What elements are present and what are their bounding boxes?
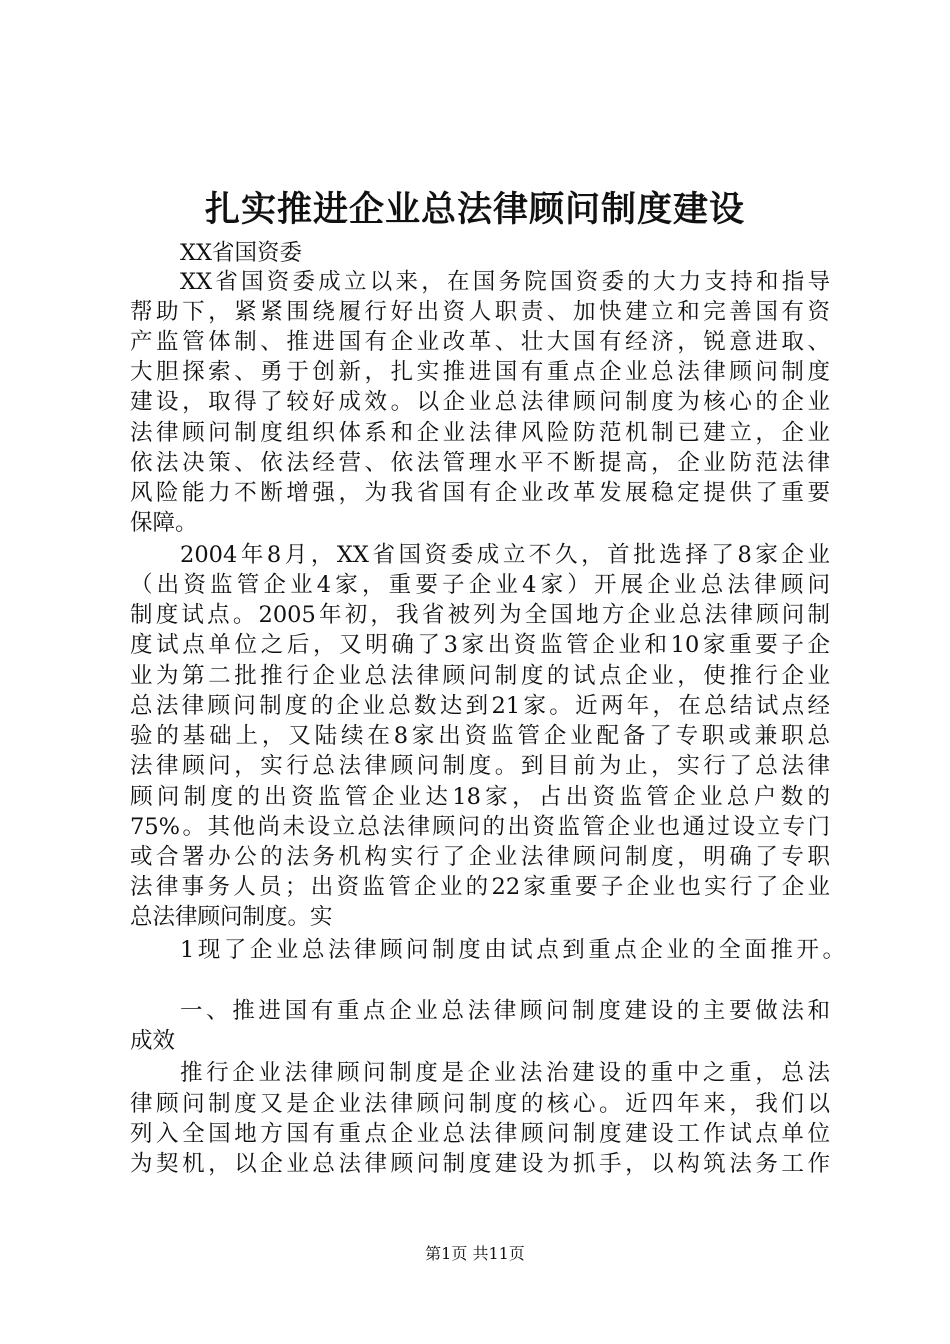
paragraph-line: 律顾问制度又是企业法律顾问制度的核心。近四年来，我们以: [130, 1091, 830, 1117]
paragraph-line: 法律事务人员；出资监管企业的22家重要子企业也实行了企业: [130, 874, 830, 900]
paragraph-line: 度试点单位之后，又明确了3家出资监管企业和10家重要子企: [130, 632, 830, 658]
paragraph-line: 依法决策、依法经营、依法管理水平不断提高，企业防范法律: [130, 450, 830, 476]
page-footer: 第1页 共11页: [425, 1244, 525, 1263]
paragraph-line: 业为第二批推行企业总法律顾问制度的试点企业，使推行企业: [130, 663, 830, 689]
paragraph-line: （出资监管企业4家，重要子企业4家）开展企业总法律顾问: [130, 572, 830, 598]
paragraph-line: 为契机，以企业总法律顾问制度建设为抓手，以构筑法务工作: [130, 1151, 830, 1177]
document-author: XX省国资委: [180, 240, 303, 266]
paragraph-line: 法律顾问，实行总法律顾问制度。到目前为止，实行了总法律: [130, 753, 830, 779]
paragraph-line: 2004年8月，XX省国资委成立不久，首批选择了8家企业: [180, 542, 830, 568]
paragraph-line: 制度试点。2005年初，我省被列为全国地方企业总法律顾问制: [130, 602, 830, 628]
paragraph-line: 列入全国地方国有重点企业总法律顾问制度建设工作试点单位: [130, 1121, 830, 1147]
paragraph-line: 顾问制度的出资监管企业达18家，占出资监管企业总户数的: [130, 784, 830, 810]
paragraph-line: 总法律顾问制度的企业总数达到21家。近两年，在总结试点经: [130, 693, 830, 719]
paragraph-line: 帮助下，紧紧围绕履行好出资人职责、加快建立和完善国有资: [130, 299, 830, 325]
section-heading: 一、推进国有重点企业总法律顾问制度建设的主要做法和: [180, 998, 830, 1024]
paragraph-line: 1现了企业总法律顾问制度由试点到重点企业的全面推开。: [180, 937, 845, 963]
paragraph-line: 推行企业法律顾问制度是企业法治建设的重中之重，总法: [180, 1060, 830, 1086]
paragraph-line: 75%。其他尚未设立总法律顾问的出资监管企业也通过设立专门: [130, 814, 830, 840]
paragraph-line: 大胆探索、勇于创新，扎实推进国有重点企业总法律顾问制度: [130, 359, 830, 385]
document-title: 扎实推进企业总法律顾问制度建设: [204, 189, 745, 230]
paragraph-line: 验的基础上，又陆续在8家出资监管企业配备了专职或兼职总: [130, 723, 830, 749]
section-heading: 成效: [130, 1028, 176, 1054]
paragraph-line: 风险能力不断增强，为我省国有企业改革发展稳定提供了重要: [130, 480, 830, 506]
paragraph-line: 保障。: [130, 510, 198, 536]
paragraph-line: 法律顾问制度组织体系和企业法律风险防范机制已建立，企业: [130, 420, 830, 446]
paragraph-line: 总法律顾问制度。实: [130, 904, 333, 930]
paragraph-line: 产监管体制、推进国有企业改革、壮大国有经济，锐意进取、: [130, 329, 830, 355]
paragraph-line: 或合署办公的法务机构实行了企业法律顾问制度，明确了专职: [130, 844, 830, 870]
paragraph-line: XX省国资委成立以来，在国务院国资委的大力支持和指导: [180, 269, 830, 295]
paragraph-line: 建设，取得了较好成效。以企业总法律顾问制度为核心的企业: [130, 389, 830, 415]
